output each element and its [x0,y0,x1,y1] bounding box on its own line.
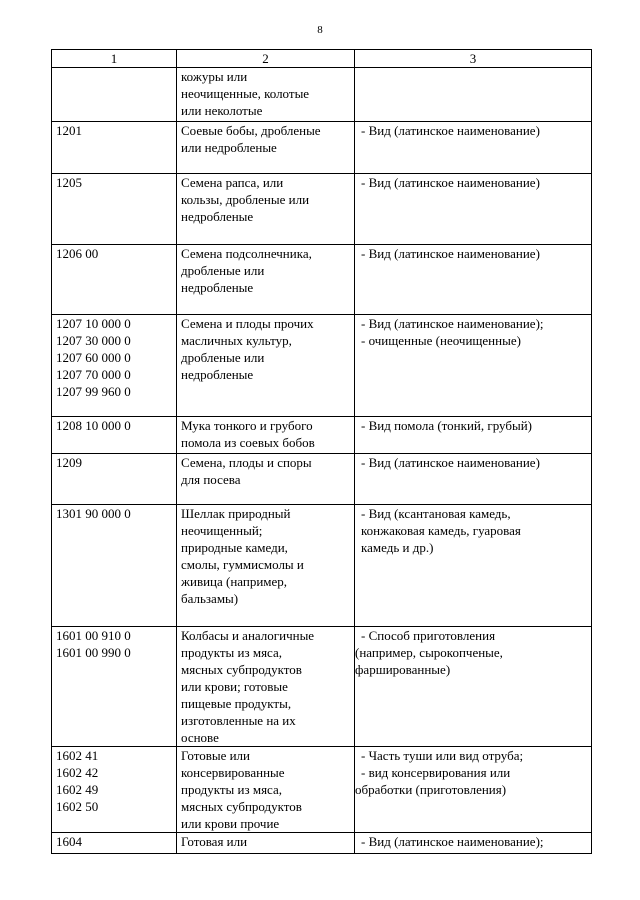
cell-line: или недробленые [181,140,277,155]
table-row [52,417,592,454]
description-cell [177,245,355,315]
description-cell [177,417,355,454]
code-cell [52,315,177,417]
attribute-cell [355,505,592,627]
cell-line: 1207 99 960 0 [56,384,131,399]
header-row [52,50,592,68]
cell-line: - Вид (латинское наименование) [361,246,540,261]
cell-line: Готовая или [181,834,248,849]
cell-line: Колбасы и аналогичные [181,628,315,643]
description-cell [177,454,355,505]
cell-line: дробленые или [181,263,265,278]
description-cell [177,627,355,747]
cell-line: 1208 10 000 0 [56,418,131,433]
cell-line: пищевые продукты, [181,696,292,711]
cell-line: 1206 00 [56,246,99,261]
cell-line: продукты из мяса, [181,782,283,797]
code-cell [52,454,177,505]
cell-line: 1209 [56,455,82,470]
cell-line: 1301 90 000 0 [56,506,131,521]
cell-line: мясных субпродуктов [181,799,302,814]
cell-line: Готовые или [181,748,251,763]
table-row [52,245,592,315]
cell-line: 1205 [56,175,82,190]
cell-line: - очищенные (неочищенные) [361,333,521,348]
description-cell [177,747,355,833]
code-cell [52,68,177,122]
cell-line: Семена и плоды прочих [181,316,314,331]
cell-line: основе [181,730,219,745]
cell-line: 1207 30 000 0 [56,333,131,348]
cell-line: камедь и др.) [361,540,434,555]
attribute-cell [355,833,592,854]
cell-line: 1207 10 000 0 [56,316,131,331]
cell-line: продукты из мяса, [181,645,283,660]
header-col-1: 1 [52,50,177,68]
table-row [52,505,592,627]
cell-line: Семена, плоды и споры [181,455,312,470]
cell-line: изготовленные на их [181,713,296,728]
cell-line: неочищенный; [181,523,263,538]
cell-line: недробленые [181,367,254,382]
description-cell [177,315,355,417]
cell-line: конжаковая камедь, гуаровая [361,523,521,538]
cell-line: 1602 42 [56,765,99,780]
attribute-cell [355,174,592,245]
cell-line: Семена подсолнечника, [181,246,312,261]
cell-line: 1601 00 910 0 [56,628,131,643]
description-cell [177,833,355,854]
cell-line: или неколотые [181,103,263,118]
code-cell [52,122,177,174]
code-cell [52,245,177,315]
cell-line: бальзамы) [181,591,239,606]
attribute-cell [355,417,592,454]
cell-line: природные камеди, [181,540,288,555]
cell-line: обработки (приготовления) [355,782,507,797]
cell-line: - вид консервирования или [361,765,511,780]
attribute-cell [355,122,592,174]
attribute-cell [355,747,592,833]
table-row [52,315,592,417]
cell-line: 1602 49 [56,782,99,797]
cell-line: 1207 70 000 0 [56,367,131,382]
code-cell [52,174,177,245]
cell-line: - Вид помола (тонкий, грубый) [361,418,532,433]
cell-line: смолы, гуммисмолы и [181,557,304,572]
table-row [52,627,592,747]
cell-line: 1601 00 990 0 [56,645,131,660]
description-cell [177,68,355,122]
code-cell [52,833,177,854]
table-row [52,122,592,174]
cell-line: или крови; готовые [181,679,288,694]
attribute-cell [355,454,592,505]
cell-line: 1604 [56,834,82,849]
cell-line: 1201 [56,123,82,138]
cell-line: недробленые [181,280,254,295]
description-cell [177,505,355,627]
cell-line: для посева [181,472,241,487]
cell-line: консервированные [181,765,285,780]
cell-line: масличных культур, [181,333,292,348]
table-row [52,454,592,505]
cell-line: 1207 60 000 0 [56,350,131,365]
classification-table [51,49,592,854]
cell-line: - Часть туши или вид отруба; [361,748,524,763]
cell-line: 1602 41 [56,748,99,763]
cell-line: - Вид (ксантановая камедь, [361,506,511,521]
cell-line: дробленые или [181,350,265,365]
cell-line: Мука тонкого и грубого [181,418,313,433]
code-cell [52,747,177,833]
cell-line: кользы, дробленые или [181,192,310,207]
cell-line: - Способ приготовления [361,628,496,643]
table-row [52,174,592,245]
table-row [52,68,592,122]
table-row [52,833,592,854]
cell-line: - Вид (латинское наименование) [361,455,540,470]
table-row [52,747,592,833]
cell-line: 1602 50 [56,799,99,814]
cell-line: Шеллак природный [181,506,291,521]
code-cell [52,505,177,627]
header-col-3: 3 [355,50,592,68]
cell-line: (например, сырокопченые, [355,645,503,660]
cell-line: Соевые бобы, дробленые [181,123,321,138]
cell-line: неочищенные, колотые [181,86,310,101]
description-cell [177,122,355,174]
cell-line: или крови прочие [181,816,280,831]
attribute-cell [355,245,592,315]
cell-line: Семена рапса, или [181,175,284,190]
cell-line: мясных субпродуктов [181,662,302,677]
attribute-cell [355,68,592,122]
cell-line: помола из соевых бобов [181,435,315,450]
code-cell [52,417,177,454]
cell-line: фаршированные) [355,662,451,677]
cell-line: - Вид (латинское наименование) [361,123,540,138]
cell-line: - Вид (латинское наименование) [361,175,540,190]
cell-line: - Вид (латинское наименование); [361,316,544,331]
cell-line: живица (например, [181,574,288,589]
code-cell [52,627,177,747]
attribute-cell [355,627,592,747]
cell-line: недробленые [181,209,254,224]
cell-line: кожуры или [181,69,248,84]
cell-line: - Вид (латинское наименование); [361,834,544,849]
page-number: 8 [317,24,323,36]
description-cell [177,174,355,245]
attribute-cell [355,315,592,417]
header-col-2: 2 [177,50,355,68]
